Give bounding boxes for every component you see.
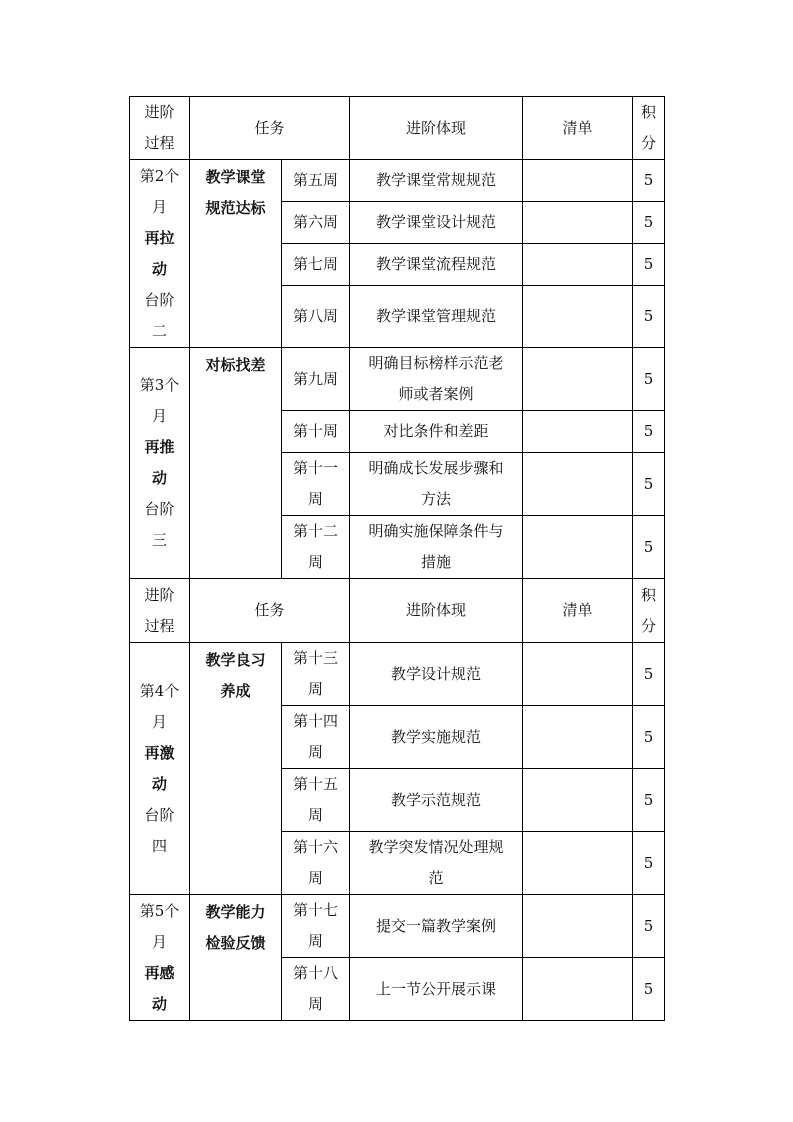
score-cell: 5 <box>633 516 665 579</box>
table-row <box>130 895 665 958</box>
task-cell-month4: 教学良习 养成 <box>190 643 282 895</box>
week-cell: 第十周 <box>282 411 350 453</box>
list-cell <box>523 832 633 895</box>
task-cell-month2: 教学课堂 规范达标 <box>190 160 282 348</box>
score-cell: 5 <box>633 202 665 244</box>
list-cell <box>523 516 633 579</box>
score-cell: 5 <box>633 769 665 832</box>
week-cell: 第六周 <box>282 202 350 244</box>
content-cell: 教学课堂常规规范 <box>350 160 523 202</box>
content-cell: 教学课堂管理规范 <box>350 286 523 348</box>
score-cell: 5 <box>633 643 665 706</box>
list-cell <box>523 958 633 1021</box>
table-row <box>130 348 665 411</box>
week-cell: 第五周 <box>282 160 350 202</box>
header-task: 任务 <box>190 97 350 160</box>
content-cell: 教学设计规范 <box>350 643 523 706</box>
content-cell: 教学实施规范 <box>350 706 523 769</box>
content-cell: 明确实施保障条件与 措施 <box>350 516 523 579</box>
list-cell <box>523 244 633 286</box>
header-row <box>130 579 665 643</box>
week-cell: 第十六 周 <box>282 832 350 895</box>
stage-cell-month3: 第3个 月 再推 动 台阶 三 <box>130 348 190 579</box>
list-cell <box>523 769 633 832</box>
content-cell: 提交一篇教学案例 <box>350 895 523 958</box>
week-cell: 第八周 <box>282 286 350 348</box>
stage-cell-month2: 第2个 月 再拉 动 台阶 二 <box>130 160 190 348</box>
table-row <box>130 160 665 202</box>
score-cell: 5 <box>633 244 665 286</box>
score-cell: 5 <box>633 958 665 1021</box>
plan-table <box>129 96 665 1021</box>
week-cell: 第十四 周 <box>282 706 350 769</box>
stage-cell-month4: 第4个 月 再激 动 台阶 四 <box>130 643 190 895</box>
week-cell: 第十二 周 <box>282 516 350 579</box>
list-cell <box>523 453 633 516</box>
score-cell: 5 <box>633 160 665 202</box>
week-cell: 第十五 周 <box>282 769 350 832</box>
list-cell <box>523 643 633 706</box>
header-score: 积 分 <box>633 97 665 160</box>
score-cell: 5 <box>633 706 665 769</box>
content-cell: 对比条件和差距 <box>350 411 523 453</box>
week-cell: 第十七 周 <box>282 895 350 958</box>
list-cell <box>523 160 633 202</box>
header-stage: 进阶 过程 <box>130 97 190 160</box>
score-cell: 5 <box>633 286 665 348</box>
header-score: 积 分 <box>633 579 665 643</box>
header-task: 任务 <box>190 579 350 643</box>
content-cell: 上一节公开展示课 <box>350 958 523 1021</box>
header-list: 清单 <box>523 97 633 160</box>
list-cell <box>523 286 633 348</box>
week-cell: 第十三 周 <box>282 643 350 706</box>
list-cell <box>523 895 633 958</box>
content-cell: 教学课堂流程规范 <box>350 244 523 286</box>
score-cell: 5 <box>633 832 665 895</box>
score-cell: 5 <box>633 411 665 453</box>
content-cell: 教学突发情况处理规 范 <box>350 832 523 895</box>
header-manifest: 进阶体现 <box>350 97 523 160</box>
header-manifest: 进阶体现 <box>350 579 523 643</box>
header-stage: 进阶 过程 <box>130 579 190 643</box>
list-cell <box>523 348 633 411</box>
score-cell: 5 <box>633 453 665 516</box>
content-cell: 教学示范规范 <box>350 769 523 832</box>
list-cell <box>523 706 633 769</box>
score-cell: 5 <box>633 895 665 958</box>
stage-cell-month5: 第5个 月 再感 动 <box>130 895 190 1021</box>
content-cell: 明确目标榜样示范老 师或者案例 <box>350 348 523 411</box>
list-cell <box>523 202 633 244</box>
week-cell: 第十一 周 <box>282 453 350 516</box>
task-cell-month3: 对标找差 <box>190 348 282 579</box>
header-row <box>130 97 665 160</box>
week-cell: 第十八 周 <box>282 958 350 1021</box>
content-cell: 教学课堂设计规范 <box>350 202 523 244</box>
content-cell: 明确成长发展步骤和 方法 <box>350 453 523 516</box>
score-cell: 5 <box>633 348 665 411</box>
table-row <box>130 643 665 706</box>
list-cell <box>523 411 633 453</box>
header-list: 清单 <box>523 579 633 643</box>
task-cell-month5: 教学能力 检验反馈 <box>190 895 282 1021</box>
week-cell: 第九周 <box>282 348 350 411</box>
week-cell: 第七周 <box>282 244 350 286</box>
